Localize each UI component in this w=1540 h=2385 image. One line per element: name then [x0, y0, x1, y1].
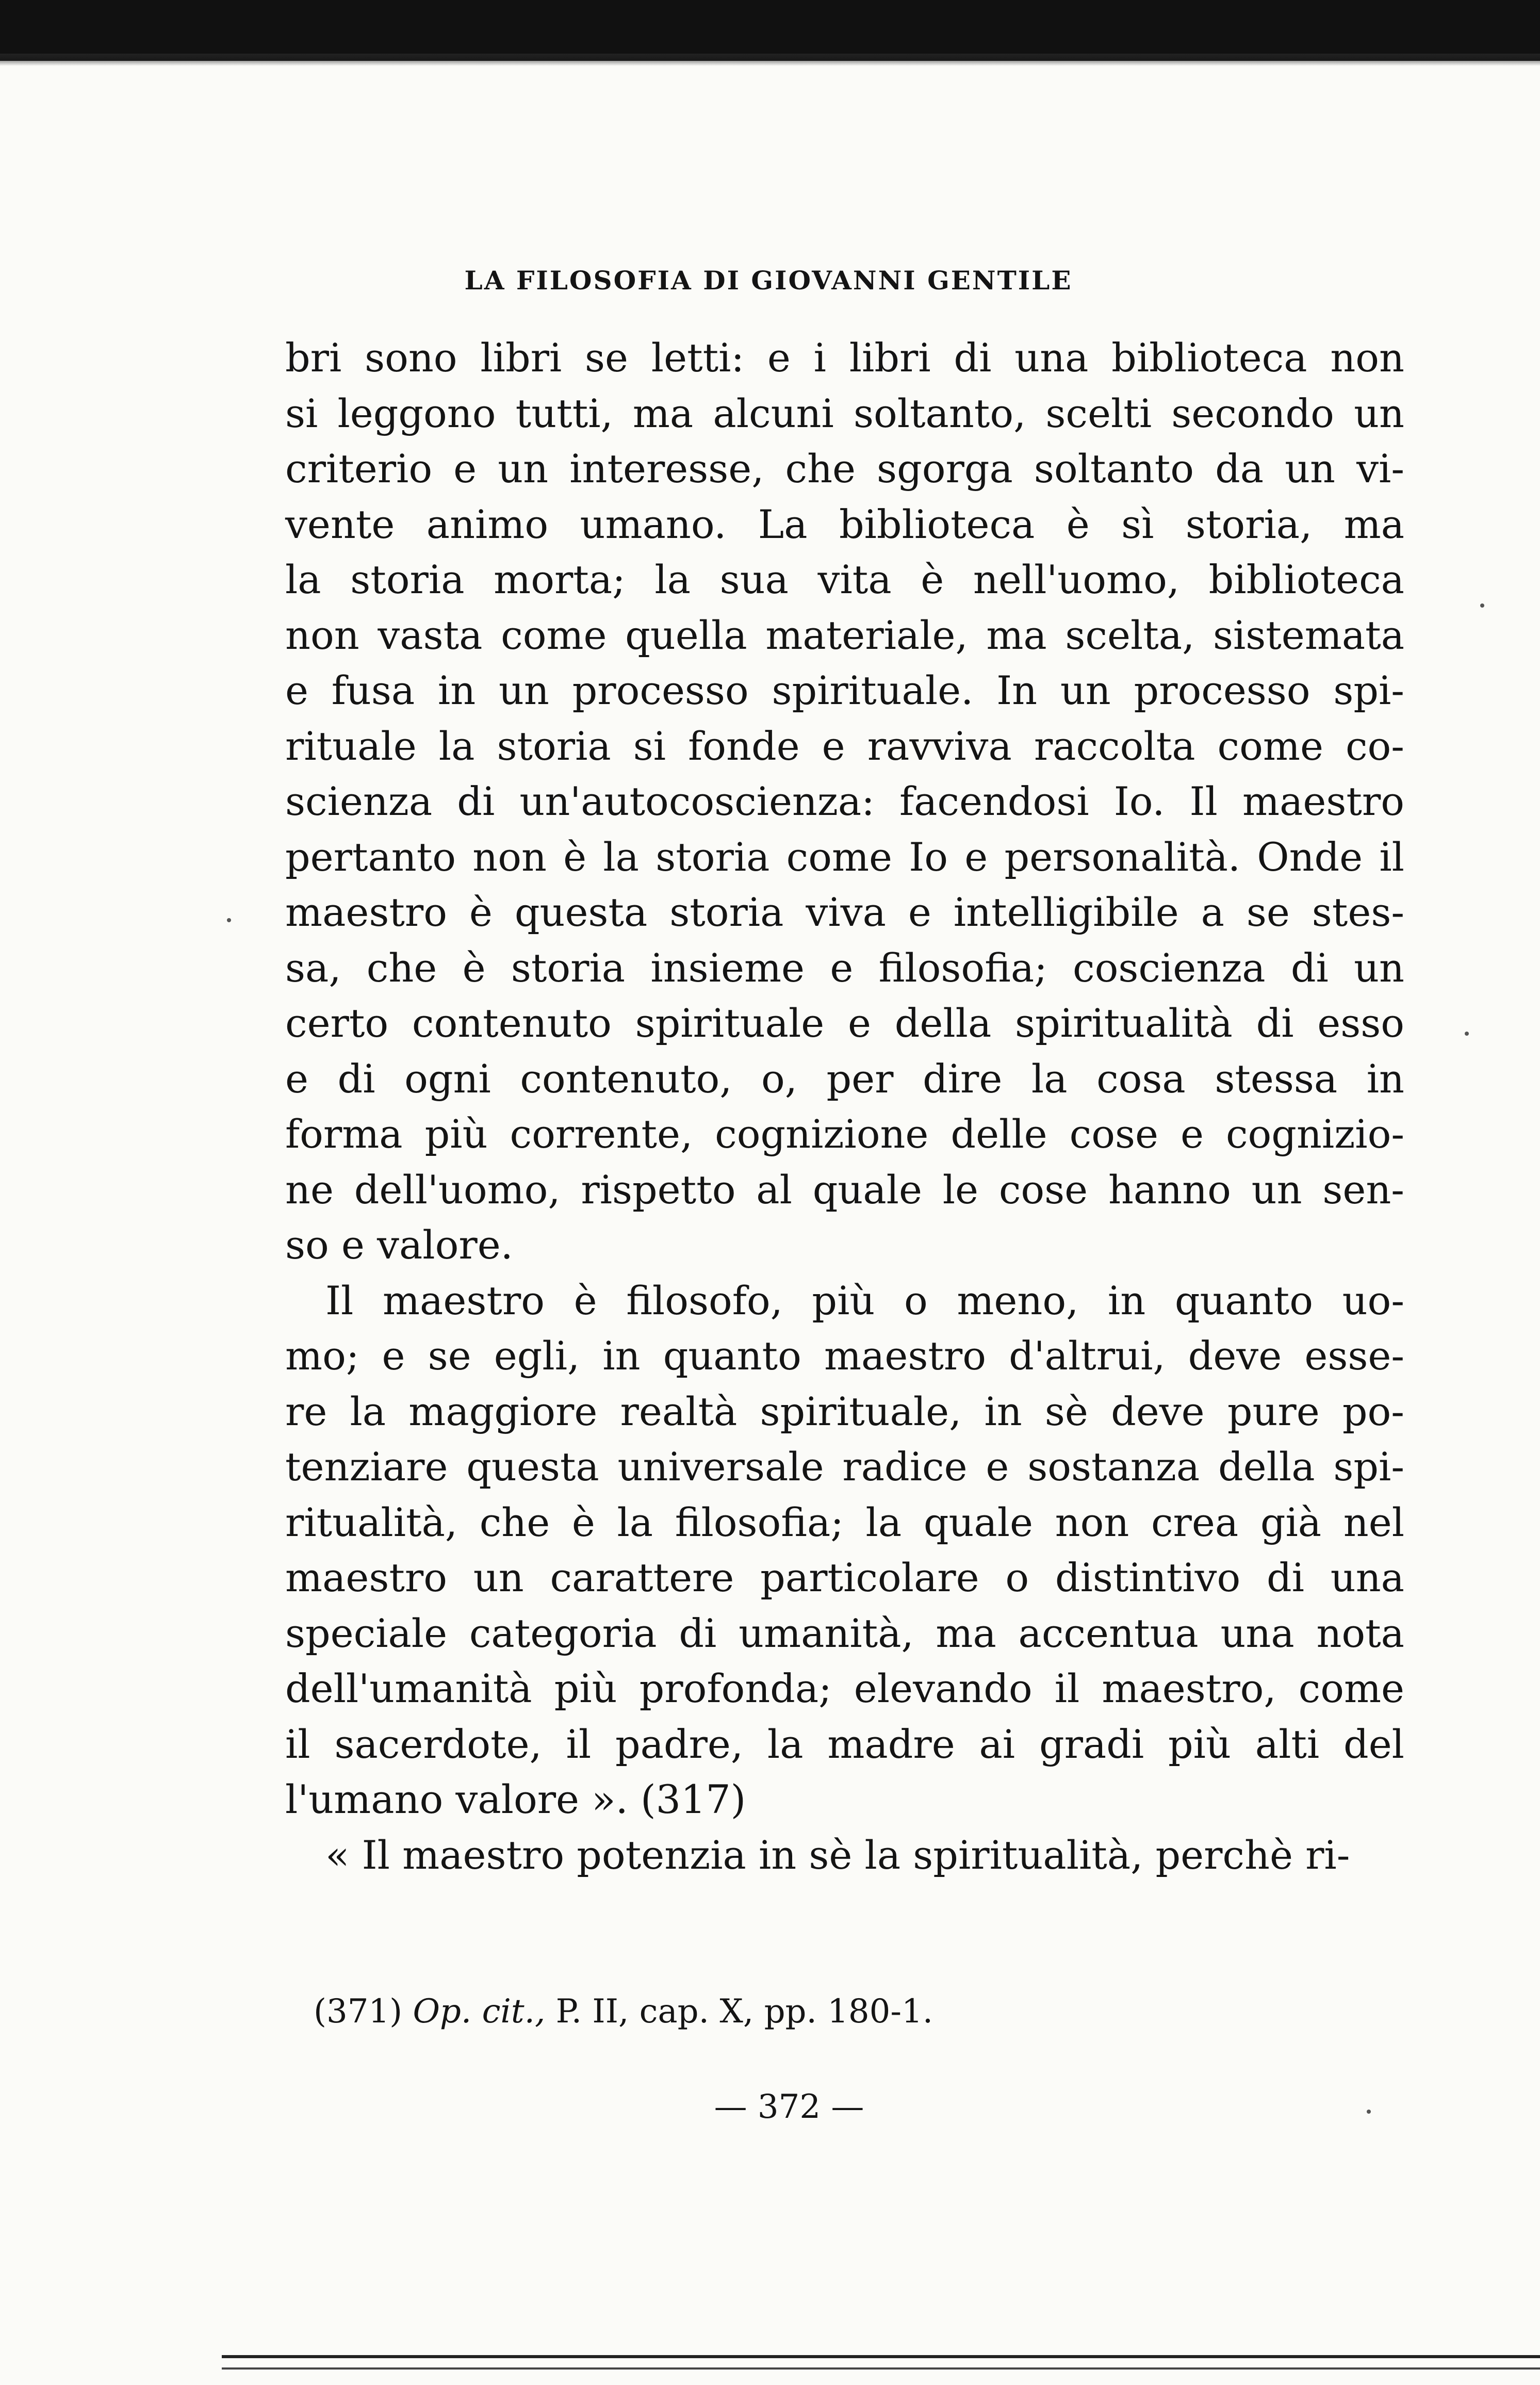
running-head: LA FILOSOFIA DI GIOVANNI GENTILE	[464, 265, 1073, 296]
text-line: maestro un carattere particolare o distintivo di una	[285, 1555, 1404, 1600]
page-number: — 372 —	[714, 2088, 864, 2126]
text-line: certo contenuto spirituale e della spiritualità di esso	[285, 1000, 1404, 1046]
scan-speck	[227, 918, 231, 922]
bottom-rule-secondary	[222, 2367, 1540, 2370]
text-line: il sacerdote, il padre, la madre ai gradi più alti del	[285, 1721, 1404, 1767]
scan-speck	[1480, 603, 1484, 608]
text-line: bri sono libri se letti: e i libri di una biblioteca non	[285, 335, 1404, 381]
paragraph-1	[285, 330, 1404, 1273]
text-line: vente animo umano. La biblioteca è sì storia, ma	[285, 501, 1404, 547]
text-line: tenziare questa universale radice e sostanza della spi-	[285, 1444, 1404, 1490]
text-line: maestro è questa storia viva e intelligibile a se stes-	[285, 889, 1404, 935]
page-body	[285, 330, 1404, 1883]
text-line: la storia morta; la sua vita è nell'uomo, biblioteca	[285, 557, 1404, 602]
text-line: si leggono tutti, ma alcuni soltanto, scelti secondo un	[285, 390, 1404, 436]
footnote	[314, 1988, 1345, 2035]
text-line: ritualità, che è la filosofia; la quale non crea già nel	[285, 1499, 1404, 1545]
text-line: Il maestro è filosofo, più o meno, in quanto uo-	[325, 1277, 1404, 1324]
scan-speck	[1465, 1032, 1469, 1036]
text-line: speciale categoria di umanità, ma accentua una nota	[285, 1610, 1404, 1656]
footnote-work-title: Op. cit.,	[413, 1992, 546, 2031]
text-line: dell'umanità più profonda; elevando il maestro, come	[285, 1665, 1404, 1711]
text-line: sa, che è storia insieme e filosofia; coscienza di un	[285, 944, 1404, 991]
text-line: criterio e un interesse, che sgorga soltanto da un vi-	[285, 446, 1404, 492]
text-line: re la maggiore realtà spirituale, in sè deve pure po-	[285, 1388, 1404, 1434]
text-line: forma più corrente, cognizione delle cose e cognizio-	[285, 1111, 1404, 1157]
paragraph-3	[285, 1827, 1404, 1883]
text-line: rituale la storia si fonde e ravviva raccolta come co-	[285, 723, 1404, 769]
footnote-number: (371)	[314, 1992, 403, 2031]
footnote-reference: P. II, cap. X, pp. 180-1.	[555, 1992, 933, 2031]
text-line: ne dell'uomo, rispetto al quale le cose hanno un sen-	[285, 1166, 1404, 1213]
text-line: l'umano valore ». (317)	[285, 1776, 746, 1822]
text-line: pertanto non è la storia come Io e personalità. Onde il	[285, 834, 1404, 880]
text-line: e fusa in un processo spirituale. In un processo spi-	[285, 667, 1404, 713]
text-line: so e valore.	[285, 1222, 513, 1268]
text-line: mo; e se egli, in quanto maestro d'altrui, deve esse-	[285, 1333, 1404, 1379]
text-line: « Il maestro potenzia in sè la spiritualità, perchè ri-	[325, 1832, 1350, 1878]
text-line: scienza di un'autocoscienza: facendosi Io. Il maestro	[285, 778, 1404, 824]
scan-dark-top-border	[0, 0, 1540, 61]
bottom-rule	[222, 2355, 1540, 2358]
paragraph-2	[285, 1273, 1404, 1827]
scan-speck	[1367, 2110, 1371, 2114]
scan-border-fade	[0, 54, 1540, 66]
text-line: e di ogni contenuto, o, per dire la cosa stessa in	[285, 1055, 1404, 1102]
text-line: non vasta come quella materiale, ma scelta, sistemata	[285, 612, 1404, 658]
